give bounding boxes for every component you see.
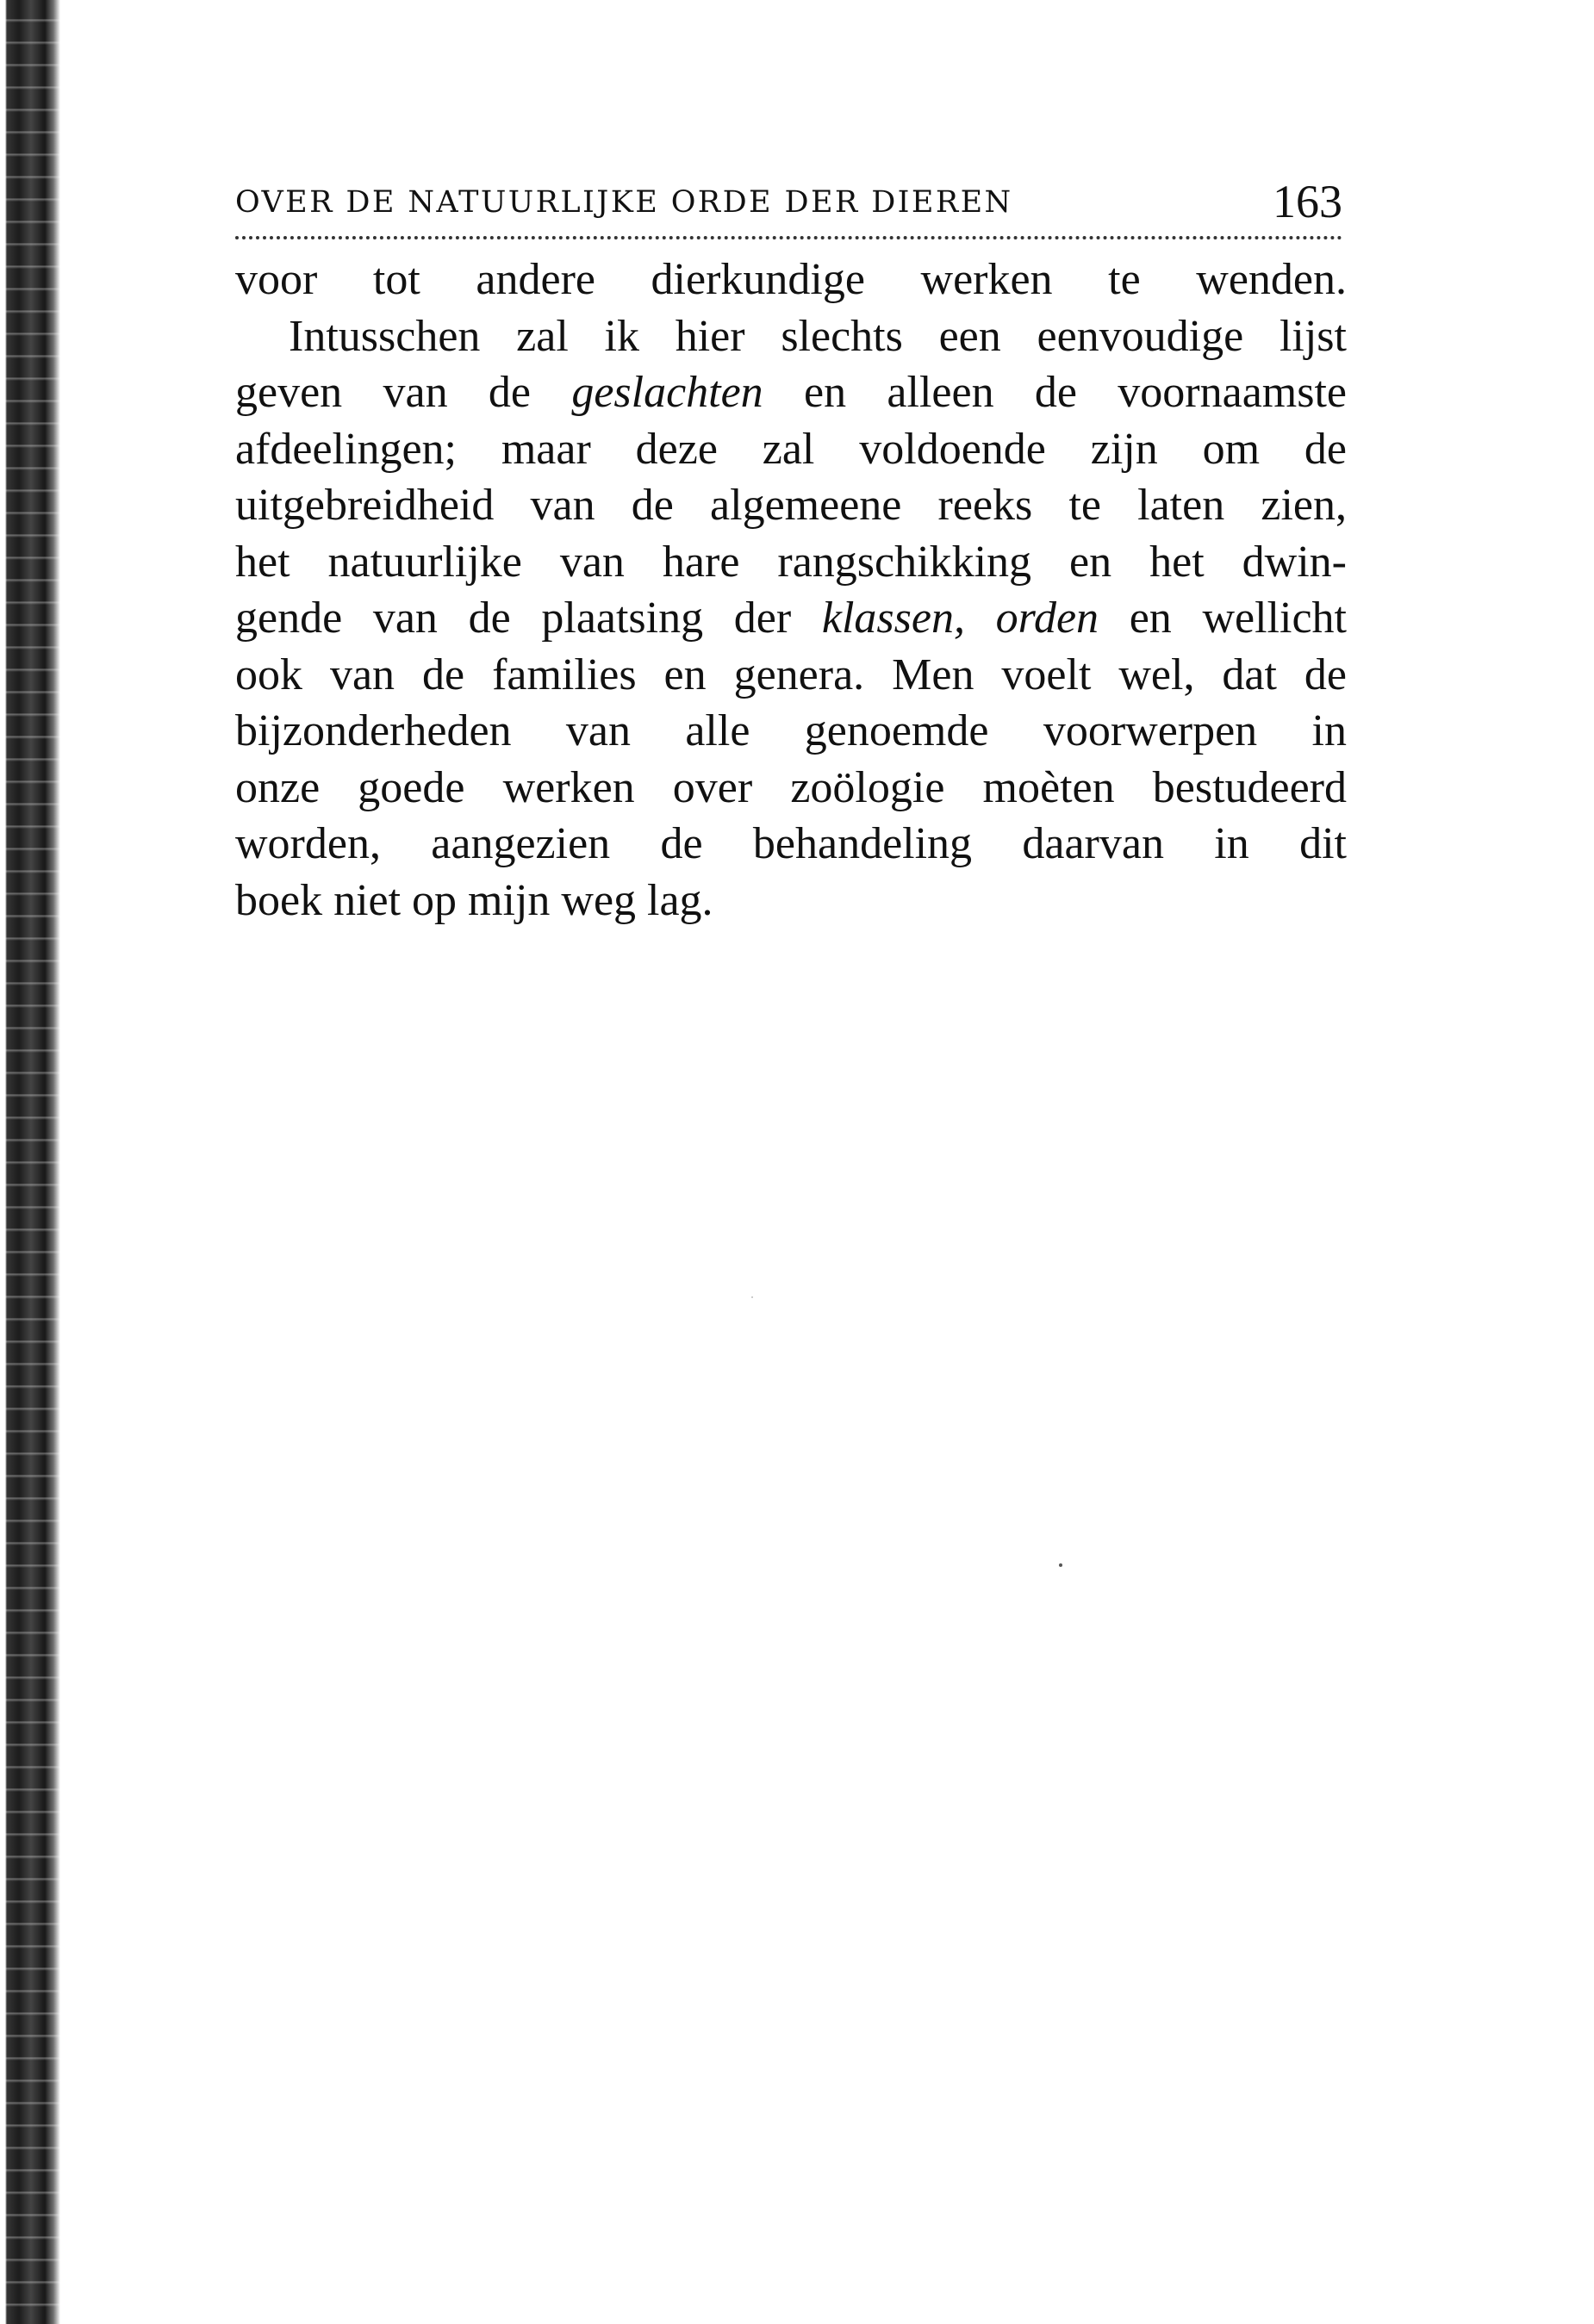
text-run: en alleen de voornaamste bbox=[763, 368, 1347, 417]
text-line: uitgebreidheid van de algemeene reeks te laten zien, bbox=[235, 481, 1347, 530]
running-head bbox=[235, 177, 1342, 237]
text-line: Intusschen zal ik hier slechts een eenvoudige lijst bbox=[289, 311, 1347, 361]
text-line: worden, aangezien de behandeling daarvan in dit bbox=[235, 819, 1347, 868]
text-run: en wellicht bbox=[1099, 593, 1347, 643]
italic-term: klassen, orden bbox=[821, 593, 1099, 643]
header-dotted-rule bbox=[235, 236, 1342, 239]
body-text bbox=[235, 252, 1347, 929]
italic-term: geslachten bbox=[571, 368, 763, 417]
scan-speck bbox=[751, 1296, 753, 1298]
text-line: onze goede werken over zoölogie moèten bestudeerd bbox=[235, 762, 1347, 812]
text-line: bijzonderheden van alle genoemde voorwerpen in bbox=[235, 706, 1347, 755]
page-number: 163 bbox=[1273, 176, 1342, 227]
text-line: boek niet op mijn weg lag. bbox=[235, 875, 713, 925]
scan-speck bbox=[1059, 1563, 1062, 1567]
text-line bbox=[235, 590, 1347, 647]
running-title: OVER DE NATUURLIJKE ORDE DER DIEREN bbox=[235, 185, 1013, 220]
text-line: het natuurlijke van hare rangschikking en het dwin- bbox=[235, 537, 1347, 587]
text-line bbox=[235, 364, 1347, 421]
text-line: voor tot andere dierkundige werken te wenden. bbox=[235, 255, 1347, 304]
text-run: geven van de bbox=[235, 368, 572, 417]
text-run: gende van de plaatsing der bbox=[235, 593, 822, 643]
text-line: afdeelingen; maar deze zal voldoende zijn om de bbox=[235, 424, 1347, 474]
binding-edge bbox=[0, 0, 60, 2324]
text-line: ook van de families en genera. Men voelt wel, dat de bbox=[235, 649, 1347, 699]
